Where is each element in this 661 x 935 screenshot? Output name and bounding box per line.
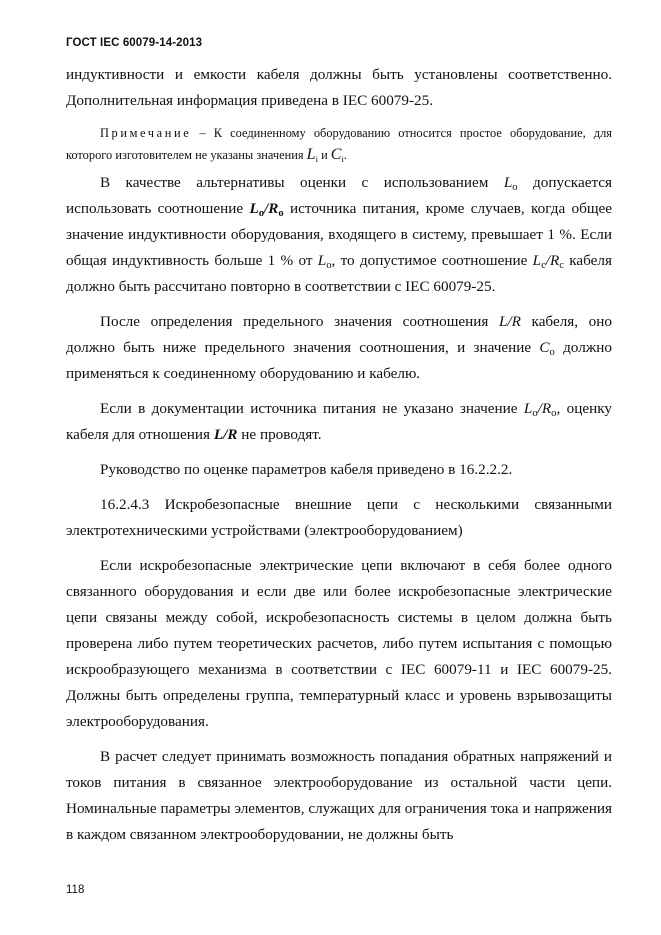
note-symbol-l: L — [306, 146, 316, 163]
paragraph-lr-limit: После определения предельного значения соотношения L/R кабеля, оно должно быть ниже предельного значения соотношения, и значение $C_o$ должно применяться к соединенному оборудованию и кабелю. — [66, 313, 612, 382]
document-header: ГОСТ IEC 60079-14-2013 — [66, 37, 203, 49]
note-symbol-c: C — [330, 146, 342, 163]
note-label: Примечание — [100, 126, 192, 140]
section-title: Искробезопасные внешние цепи с несколькими связанными электротехническими устройствами (электрооборудованием) — [66, 496, 612, 539]
paragraph-calculation: В расчет следует принимать возможность попадания обратных напряжений и токов питания в связанное электрооборудование из остальной части цепи. Номинальные параметры элементов, служащих для ограничения тока и напряжения в каждом связанном электрооборудовании, не должны быть — [66, 748, 612, 843]
note-symbol-l-sub: i — [315, 154, 318, 164]
note-block — [66, 122, 612, 166]
note-and: и — [317, 148, 331, 162]
note-end: . — [343, 148, 347, 162]
paragraph-multiple-circuits: Если искробезопасные электрические цепи включают в себя более одного связанного оборудования и если две или более искробезопасные электрические цепи связаны между собой, искробезопасность системы в целом должна быть проверена либо путем теоретических расчетов, либо путем испытания с помощью искрообразующего механизма в соответствии с IEC 60079-11 и IEC 60079-25. Должны быть определены группа, температурный класс и уровень взрывозащиты электрооборудования. — [66, 557, 612, 730]
note-dash: – — [191, 126, 214, 140]
page-number: 118 — [66, 884, 85, 896]
paragraph-guide: Руководство по оценке параметров кабеля приведено в 16.2.2.2. — [100, 461, 513, 478]
section-heading — [66, 492, 612, 544]
note-symbol-c-sub: i — [341, 154, 344, 164]
paragraph-documentation: Если в документации источника питания не указано значение $L_o/R_o$, оценку кабеля для отношения L/R не проводят. — [66, 400, 612, 443]
note-text: К соединенному оборудованию относится простое оборудование, для которого изготовителем не указаны значения — [66, 126, 612, 162]
paragraph-alternative: В качестве альтернативы оценки с использованием $L_o$ допускается использовать соотношение $L_o/R_o$ источника питания, кроме случаев, когда общее значение индуктивности оборудования, входящего в систему, превышает 1 %. Если общая индуктивность больше 1 % от $L_o$, то допустимое соотношение $L_c/R_c$ кабеля должно быть рассчитано повторно в соответствии с IEC 60079-25. — [66, 174, 612, 295]
paragraph-intro: индуктивности и емкости кабеля должны быть установлены соответственно. Дополнительная информация приведена в IEC 60079-25. — [66, 66, 612, 109]
section-number: 16.2.4.3 — [100, 496, 150, 513]
document-body — [66, 62, 612, 848]
